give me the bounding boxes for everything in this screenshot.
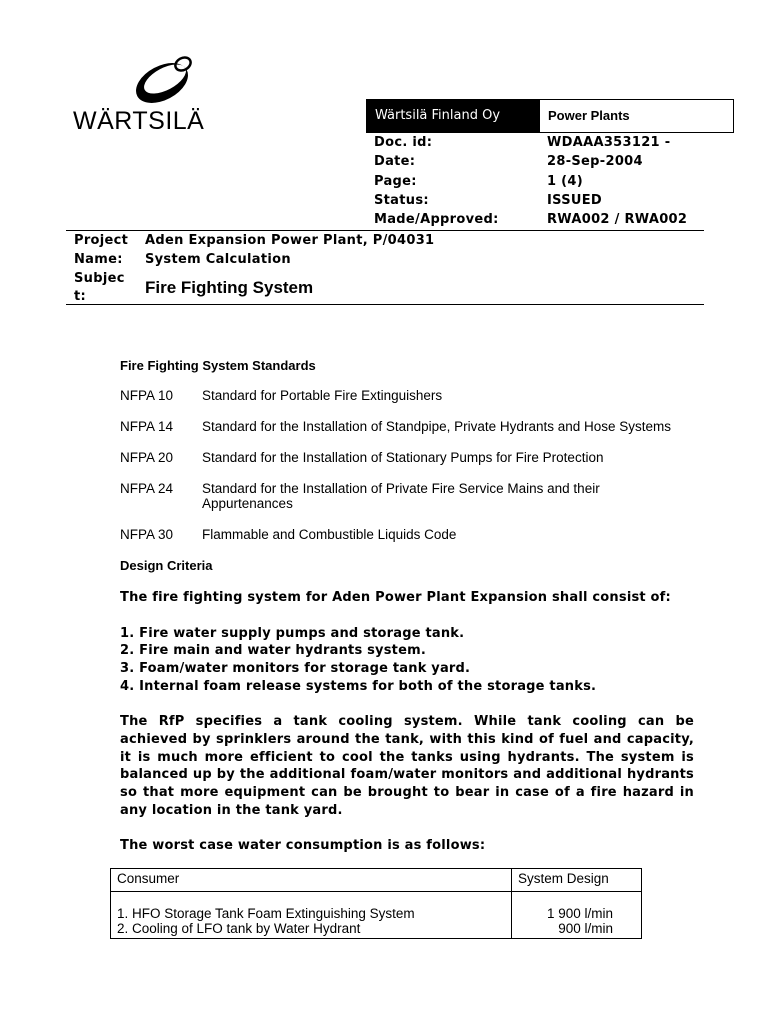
consumer-item: 1. HFO Storage Tank Foam Extinguishing System bbox=[117, 906, 415, 921]
subject-label-part1: Subjec bbox=[74, 271, 125, 286]
field-label-status: Status: bbox=[374, 193, 429, 208]
standard-code: NFPA 10 bbox=[120, 388, 174, 403]
standards-heading: Fire Fighting System Standards bbox=[120, 358, 316, 373]
subject-title: Fire Fighting System bbox=[145, 278, 314, 297]
header-consumer: Consumer bbox=[111, 869, 512, 892]
field-value-page: 1 (4) bbox=[547, 174, 583, 189]
table-row bbox=[111, 892, 642, 939]
field-label-page: Page: bbox=[374, 174, 417, 189]
standard-title: Standard for Portable Fire Extinguishers bbox=[202, 388, 443, 403]
standard-title: Standard for the Installation of Private Fire Service Mains and their bbox=[202, 481, 600, 496]
consumer-item: 2. Cooling of LFO tank by Water Hydrant bbox=[117, 921, 361, 936]
standard-code: NFPA 30 bbox=[120, 527, 174, 542]
design-criteria-heading: Design Criteria bbox=[120, 558, 213, 573]
name-label: Name: bbox=[74, 252, 123, 267]
standard-title: Standard for the Installation of Stationary Pumps for Fire Protection bbox=[202, 450, 604, 465]
field-label-doc-id: Doc. id: bbox=[374, 135, 433, 150]
standard-code: NFPA 14 bbox=[120, 419, 174, 434]
standard-title-continued: Appurtenances bbox=[202, 496, 293, 511]
logo-swoosh-icon bbox=[72, 50, 222, 110]
field-value-date: 28-Sep-2004 bbox=[547, 154, 643, 169]
consumer-cell bbox=[111, 892, 512, 939]
header-system-design: System Design bbox=[512, 869, 642, 892]
division-name: Power Plants bbox=[548, 108, 630, 123]
divider-top bbox=[66, 230, 704, 231]
field-label-made-approved: Made/Approved: bbox=[374, 212, 499, 227]
list-item: 3. Foam/water monitors for storage tank yard. bbox=[120, 661, 471, 676]
list-item: 4. Internal foam release systems for both of the storage tanks. bbox=[120, 679, 597, 694]
design-intro: The fire fighting system for Aden Power Plant Expansion shall consist of: bbox=[120, 590, 671, 605]
logo-wordmark: WÄRTSILÄ bbox=[73, 107, 205, 135]
list-item: 1. Fire water supply pumps and storage tank. bbox=[120, 626, 465, 641]
design-value: 1 900 l/min bbox=[546, 906, 613, 921]
standard-code: NFPA 24 bbox=[120, 481, 174, 496]
standard-title: Flammable and Combustible Liquids Code bbox=[202, 527, 457, 542]
worst-case-intro: The worst case water consumption is as follows: bbox=[120, 838, 486, 853]
standard-code: NFPA 20 bbox=[120, 450, 174, 465]
field-value-made-approved: RWA002 / RWA002 bbox=[547, 212, 688, 227]
water-consumption-table bbox=[110, 868, 642, 939]
table-header-row bbox=[111, 869, 642, 892]
design-value: 900 l/min bbox=[558, 921, 613, 936]
header-box bbox=[366, 99, 734, 133]
field-value-status: ISSUED bbox=[547, 193, 603, 208]
subject-label-part2: t: bbox=[74, 289, 87, 304]
project-label: Project bbox=[74, 233, 129, 248]
field-label-date: Date: bbox=[374, 154, 416, 169]
standard-title: Standard for the Installation of Standpipe, Private Hydrants and Hose Systems bbox=[202, 419, 672, 434]
design-cell bbox=[512, 892, 642, 939]
project-value: Aden Expansion Power Plant, P/04031 bbox=[145, 233, 435, 248]
list-item: 2. Fire main and water hydrants system. bbox=[120, 643, 426, 658]
divider-bottom bbox=[66, 304, 704, 305]
name-value: System Calculation bbox=[145, 252, 291, 267]
tank-cooling-paragraph: The RfP specifies a tank cooling system. While tank cooling can be achieved by sprinklers around the tank, with this kind of fuel and capacity, it is much more efficient to cool the tanks using hydrants. The system is balanced up by the additional foam/water monitors and additional hydrants so that more equipment can be brought to bear in case of a fire hazard in any location in the tank yard. bbox=[120, 714, 694, 818]
field-value-doc-id: WDAAA353121 - bbox=[547, 135, 671, 150]
company-name: Wärtsilä Finland Oy bbox=[367, 100, 540, 132]
